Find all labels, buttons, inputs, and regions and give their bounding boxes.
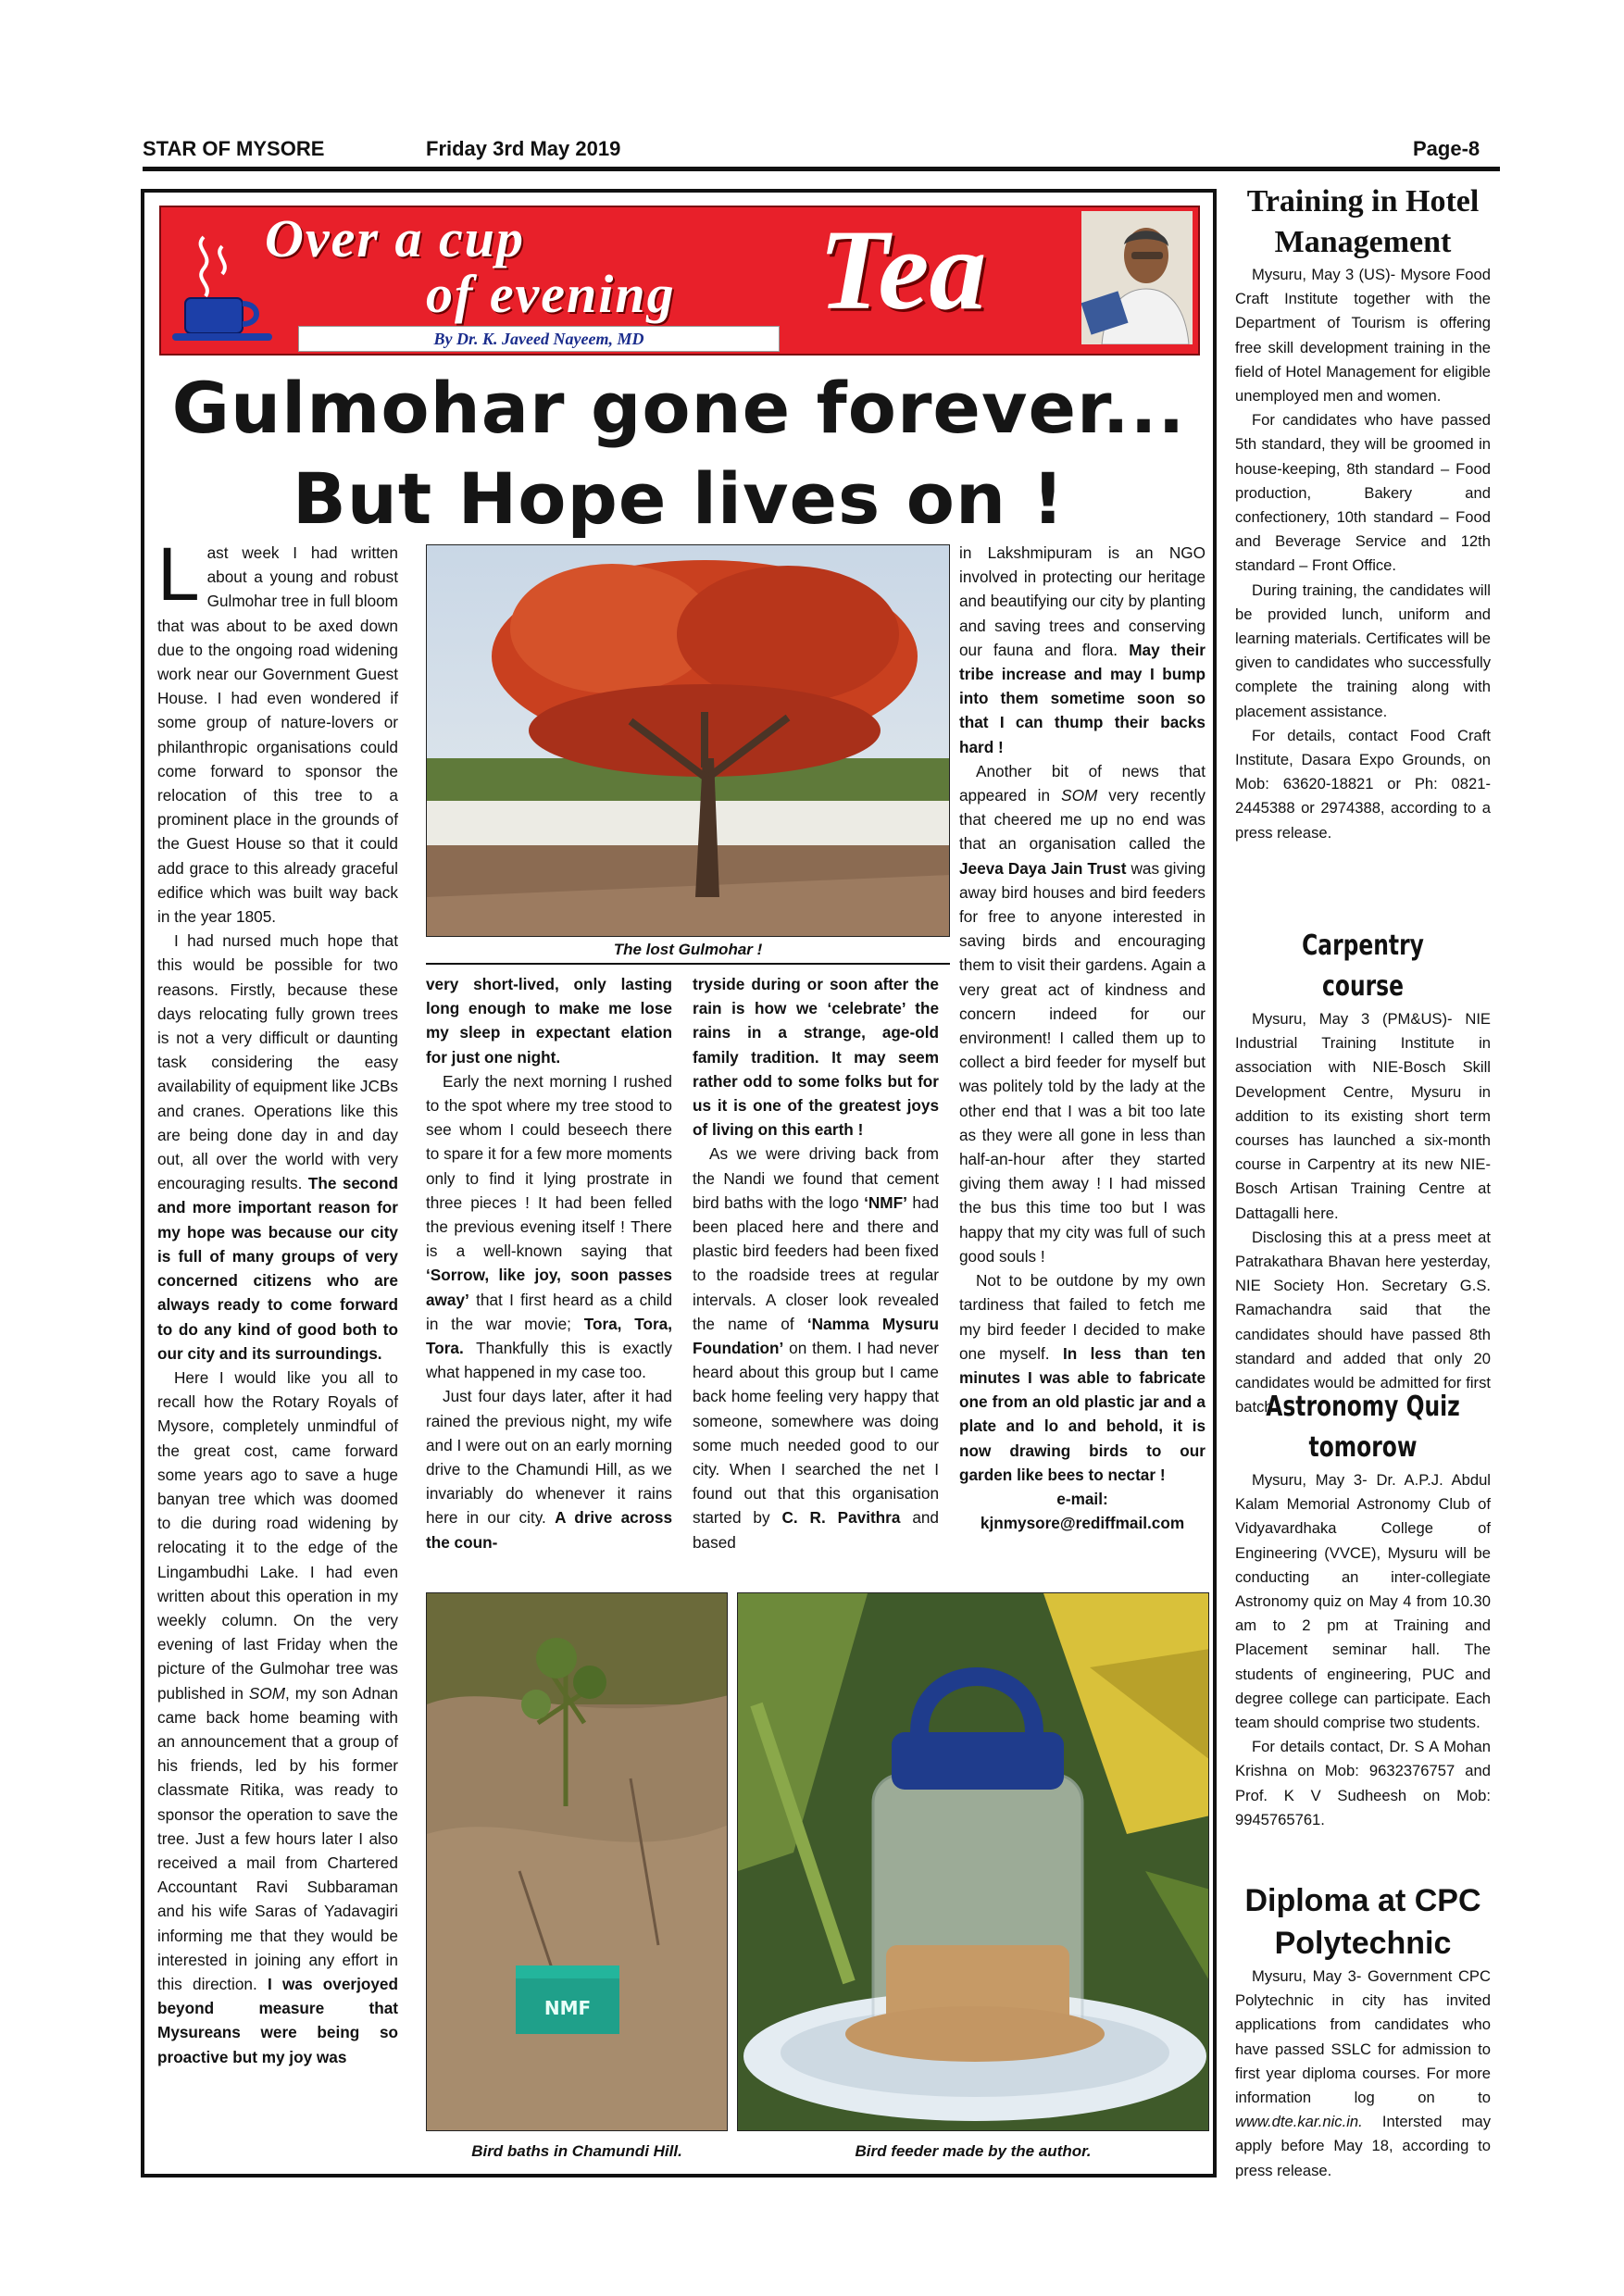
sidebar-1-para-4: For details, contact Food Craft Institute, Dasara Expo Grounds, on Mob: 63620-18821 or Ph: 0821-2445388 or 2974388, according to a press release.	[1235, 726, 1491, 842]
sidebar-1-para-1: Mysuru, May 3 (US)- Mysore Food Craft Institute together with the Department of Tourism is offering free skill development training in the field of Hotel Management for eligible unemployed men and women.	[1235, 266, 1491, 406]
tree-caption: The lost Gulmohar !	[613, 941, 763, 958]
banner-tea: Tea	[818, 206, 987, 333]
caption-rule	[426, 963, 950, 965]
birdbath-caption: Bird baths in Chamundi Hill.	[471, 2142, 682, 2160]
headline	[148, 363, 1209, 544]
headline-line-2: But Hope lives on !	[292, 457, 1066, 540]
sidebar-2-para-1: Mysuru, May 3 (PM&US)- NIE Industrial Training Institute in association with NIE-Bosch Skill Development Centre, Mysuru in addition to its existing short term courses has launched a six-month course in Carpentry at its new NIE-Bosch Artisan Training Centre at Dattagalli here.	[1235, 1010, 1491, 1222]
sidebar-1-para-3: During training, the candidates will be provided lunch, uniform and learning materials. Certificates will be given to candidates who successfully complete the training along with placement assistance.	[1235, 580, 1491, 720]
nmf-logo: NMF	[543, 1997, 592, 2019]
col3-para-2: As we were driving back from the Nandi we found that cement bird baths with the logo ‘NMF’ had been placed here and there and plastic bird feeders had been fixed to the roadside trees at regular intervals. A closer look revealed the name of ‘Namma Mysuru Foundation’ on them. I had never heard about this group but I came back home feeling very happy that someone, somewhere was doing some much needed good to our city. When I searched the net I found out that this organisation started by C. R. Pavithra and based	[693, 1144, 939, 1552]
headline-line-1: Gulmohar gone forever...	[171, 367, 1186, 449]
col1-para-1: ast week I had written about a young and robust Gulmohar tree in full bloom that was about to be axed down due to the ongoing road widening work near our Government Guest House. I had even wondered if some group of nature-lovers or philanthropic organisations could come forward to sponsor the relocation of this tree to a prominent place in the grounds of the Guest House so that it could add grace to this already graceful edifice which was built way back in the year 1805.	[157, 543, 398, 927]
drop-cap: L	[157, 532, 200, 617]
col4-para-1: in Lakshmipuram is an NGO involved in protecting our heritage and beautifying our city by planting and saving trees and conserving our fauna and flora. May their tribe increase and may I bump into them sometime soon so that I can thump their backs hard !	[959, 543, 1206, 756]
article-column-4	[959, 541, 1206, 1535]
byline: By Dr. K. Javeed Nayeem, MD	[298, 326, 780, 352]
sidebar-heading-4: Diploma at CPC Polytechnic	[1244, 1883, 1481, 1961]
gulmohar-photo	[426, 544, 950, 937]
col2-para-1: very short-lived, only lasting long enough to make me lose my sleep in expectant elation for just one night.	[426, 975, 672, 1067]
sidebar-story-3	[1235, 1387, 1491, 1832]
col2-para-2: Early the next morning I rushed to the spot where my tree stood to see whom I could beseech there to spare it for a few more moments only to find it lying prostrate in three pieces ! It had been felled the previous evening itself ! There is a well-known saying that ‘Sorrow, like joy, soon passes away’ that I first heard as a child in the war movie; Tora, Tora, Tora. Thankfully this is exactly what happened in my case too.	[426, 1071, 672, 1382]
sidebar-story-1	[1235, 181, 1491, 845]
sidebar-story-4	[1235, 1879, 1491, 2183]
sidebar-3-para-2: For details contact, Dr. S A Mohan Krishna on Mob: 9632376757 and Prof. K V Sudheesh on Mob: 9945765761.	[1235, 1738, 1491, 1828]
birdbath-photo	[426, 1592, 728, 2131]
sidebar-3-para-1: Mysuru, May 3- Dr. A.P.J. Abdul Kalam Memorial Astronomy Club of Vidyavardhaka College of Engineering (VVCE), Mysuru will be conducting an inter-collegiate Astronomy quiz on May 4 from 10.30 am to 2 pm at Training and Placement seminar hall. The students of engineering, PUC and degree college can participate. Each team should comprise two students.	[1235, 1471, 1491, 1732]
banner-line-2: of evening	[426, 264, 676, 324]
teacup-icon	[172, 231, 274, 346]
feeder-caption: Bird feeder made by the author.	[855, 2142, 1092, 2160]
article-column-1	[157, 532, 398, 2069]
header-rule	[143, 167, 1500, 171]
author-portrait	[1081, 211, 1193, 344]
sidebar-heading-2: Carpentry course	[1302, 930, 1424, 1003]
col1-para-3: Here I would like you all to recall how the Rotary Royals of Mysore, completely unmindful of the great cost, came forward some years ago to save a huge banyan tree which was doomed to die during road widening by relocating it to the edge of the Lingambudhi Lake. I had even written about this operation in my weekly column. On the very evening of last Friday when the picture of the Gulmohar tree was published in SOM, my son Adnan came back home beaming with an announcement that a group of his friends, led by his former classmate Ritika, was ready to sponsor the operation to save the tree. Just a few hours later I also received a mail from Chartered Accountant Ravi Subbaraman and his wife Saras of Yadavagiri informing me that they would be interested in joining any effort in this direction. I was overjoyed beyond measure that Mysureans were being so proactive but my joy was	[157, 1367, 398, 2066]
sidebar-heading-3: Astronomy Quiz tomorow	[1266, 1391, 1460, 1464]
paper-name: STAR OF MYSORE	[143, 137, 325, 160]
sidebar-1-para-2: For candidates who have passed 5th standard, they will be groomed in house-keeping, 8th standard – Food production, Bakery and confectionery, 10th standard – Food and Beverage Service and 12th standard – Front Office.	[1235, 411, 1491, 575]
sidebar-4-para-1: Mysuru, May 3- Government CPC Polytechnic in city has invited applications from candidates who have passed SSLC for admission to first year diploma courses. For more information log on to www.dte.kar.nic.in. Intersted may apply before May 18, according to press release.	[1235, 1967, 1491, 2179]
article-column-3	[693, 972, 939, 1554]
page-number: Page-8	[1413, 137, 1480, 160]
issue-date: Friday 3rd May 2019	[426, 137, 621, 160]
email-label: e-mail:	[1056, 1489, 1108, 1508]
col1-para-2: I had nursed much hope that this would be possible for two reasons. Firstly, because these days relocating fully grown trees is not a very difficult or daunting task considering the easy availability of equipment like JCBs and cranes. Operations like this are being done day in and day out, all over the world with very encouraging results. The second and more important reason for my hope was because our city is full of many groups of very concerned citizens who are always ready to come forward to do any kind of good both to our city and its surroundings.	[157, 931, 398, 1363]
sidebar-2-para-2: Disclosing this at a press meet at Patrakathara Bhavan here yesterday, NIE Society Hon. Secretary G.S. Ramachandra said that the candidates should have passed 8th standard and added that only 20 candidates would be admitted for first batch.	[1235, 1228, 1491, 1416]
col4-para-2: Another bit of news that appeared in SOM very recently that cheered me up no end was that an organisation called the Jeeva Daya Jain Trust was giving away bird houses and bird feeders for free to anyone interested in saving birds and encouraging them to visit their gardens. Again a very great act of kindness and concern indeed for our environment! I called them up to collect a bird feeder for myself but was politely told by the lady at the other end that I was a bit too late as they were all gone in less than half-an-hour after they started giving them away ! I had missed the bus this time too but I was happy that my city was full of such good souls !	[959, 761, 1206, 1266]
sidebar-story-2	[1235, 926, 1491, 1419]
author-email: kjnmysore@rediffmail.com	[980, 1514, 1185, 1533]
banner-line-1: Over a cup	[265, 208, 525, 268]
col3-para-1: tryside during or soon after the rain is how we ‘celebrate’ the rains in a strange, age-old family tradition. It may seem rather odd to some folks but for us it is one of the greatest joys of living on this earth !	[693, 975, 939, 1140]
article-column-2	[426, 972, 672, 1554]
sidebar-heading-1: Training in Hotel Management	[1246, 184, 1480, 259]
col4-para-3: Not to be outdone by my own tardiness that failed to fetch me my bird feeder I decided to make one myself. In less than ten minutes I was able to fabricate one from an old plastic jar and a plate and lo and behold, it is now drawing birds to our garden like bees to nectar !	[959, 1271, 1206, 1484]
birdfeeder-photo	[737, 1592, 1209, 2131]
col2-para-3: Just four days later, after it had rained the previous night, my wife and I were out on an early morning drive to the Chamundi Hill, as we invariably do whenever it rains here in our city. A drive across the coun-	[426, 1387, 673, 1552]
